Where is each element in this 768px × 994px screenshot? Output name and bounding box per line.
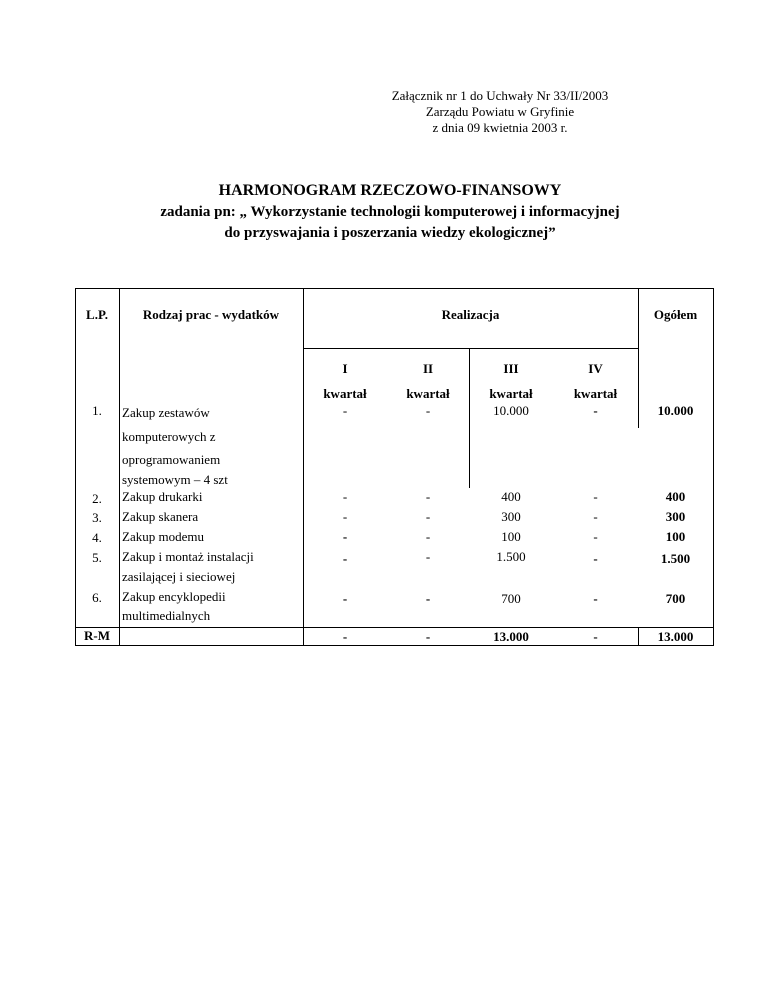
header-ogolem: Ogółem xyxy=(653,307,698,322)
row-5-q3: 1.500 xyxy=(496,549,526,564)
header-q2-kwartal: kwartał xyxy=(406,386,450,401)
row-2-lp: 2. xyxy=(92,491,102,506)
row-6-desc-line-1: Zakup encyklopedii xyxy=(122,589,226,604)
row-6-desc-line-2: multimedialnych xyxy=(122,608,211,623)
header-lp: L.P. xyxy=(86,307,108,322)
row-5-q2: - xyxy=(425,549,431,564)
attachment-note xyxy=(340,88,660,136)
row-2-total: 400 xyxy=(665,489,686,504)
row-4-q1: - xyxy=(342,529,348,544)
row-6-q4: - xyxy=(593,591,598,606)
row-3-q4: - xyxy=(593,509,598,524)
summary-q2: - xyxy=(425,629,431,644)
header-q1-kwartal: kwartał xyxy=(323,386,367,401)
row-6-lp: 6. xyxy=(92,590,102,605)
table-border-top xyxy=(75,288,714,289)
row-2-desc-line-1: Zakup drukarki xyxy=(122,489,203,504)
row-1-q4: - xyxy=(593,403,598,418)
row-2-q4: - xyxy=(593,489,598,504)
summary-q4: - xyxy=(593,629,598,644)
row-1-q1: - xyxy=(342,403,348,418)
attachment-note-line-2: Zarządu Powiatu w Gryfinie xyxy=(425,104,575,119)
row-3-q1: - xyxy=(342,509,348,524)
row-6-q1: - xyxy=(342,591,348,606)
title-sub-line-2: do przyswajania i poszerzania wiedzy ekologicznej” xyxy=(224,225,556,241)
row-6-q3: 700 xyxy=(501,591,521,606)
row-5-lp: 5. xyxy=(92,550,102,565)
row-5-q4: - xyxy=(593,551,598,566)
summary-total: 13.000 xyxy=(657,629,694,644)
header-realizacja: Realizacja xyxy=(441,307,500,322)
title-main: HARMONOGRAM RZECZOWO-FINANSOWY xyxy=(218,182,562,199)
row-1-q3: 10.000 xyxy=(493,403,529,418)
row-5-desc-line-2: zasilającej i sieciowej xyxy=(122,569,236,584)
header-q2: II xyxy=(422,361,434,376)
table-rule-realizacja xyxy=(303,348,639,349)
header-q1: I xyxy=(342,361,348,376)
row-2-q1: - xyxy=(342,489,348,504)
row-1-desc-line-3: oprogramowaniem xyxy=(122,452,221,467)
summary-q3: 13.000 xyxy=(493,629,529,644)
row-4-lp: 4. xyxy=(92,530,102,545)
attachment-note-line-1: Załącznik nr 1 do Uchwały Nr 33/II/2003 xyxy=(391,88,609,103)
row-1-lp: 1. xyxy=(92,403,102,418)
row-5-total: 1.500 xyxy=(660,551,691,566)
attachment-note-line-3: z dnia 09 kwietnia 2003 r. xyxy=(432,120,568,135)
row-5-desc-line-1: Zakup i montaż instalacji xyxy=(122,549,254,564)
row-3-total: 300 xyxy=(665,509,686,524)
header-q3-kwartal: kwartał xyxy=(489,386,533,401)
row-6-total: 700 xyxy=(665,591,686,606)
row-1-q2: - xyxy=(425,403,431,418)
row-4-q2: - xyxy=(425,529,431,544)
document-title xyxy=(60,180,720,244)
summary-q1: - xyxy=(342,629,348,644)
row-2-q3: 400 xyxy=(501,489,521,504)
row-1-desc-line-4: systemowym – 4 szt xyxy=(122,472,228,487)
title-sub-line-1: zadania pn: „ Wykorzystanie technologii komputerowej i informacyjnej xyxy=(160,204,620,220)
summary-lp: R-M xyxy=(84,628,110,643)
row-6-q2: - xyxy=(425,591,431,606)
row-4-q3: 100 xyxy=(501,529,521,544)
row-3-lp: 3. xyxy=(92,510,102,525)
row-1-desc-line-2: komputerowych z xyxy=(122,429,216,444)
row-1-desc-line-1: Zakup zestawów xyxy=(122,405,210,420)
header-q4-kwartal: kwartał xyxy=(573,386,618,401)
row-4-total: 100 xyxy=(665,529,686,544)
header-rodzaj: Rodzaj prac - wydatków xyxy=(142,307,280,322)
header-q4: IV xyxy=(588,361,603,376)
header-q3: III xyxy=(503,361,519,376)
row-1-total: 10.000 xyxy=(657,403,694,418)
row-3-desc-line-1: Zakup skanera xyxy=(122,509,199,524)
row-4-q4: - xyxy=(593,529,598,544)
table-border-right xyxy=(713,288,714,646)
table-divider-lp xyxy=(119,288,120,646)
row-3-q2: - xyxy=(425,509,431,524)
row-5-q1: - xyxy=(342,551,348,566)
row-3-q3: 300 xyxy=(501,509,521,524)
row-2-q2: - xyxy=(425,489,431,504)
row-4-desc-line-1: Zakup modemu xyxy=(122,529,204,544)
